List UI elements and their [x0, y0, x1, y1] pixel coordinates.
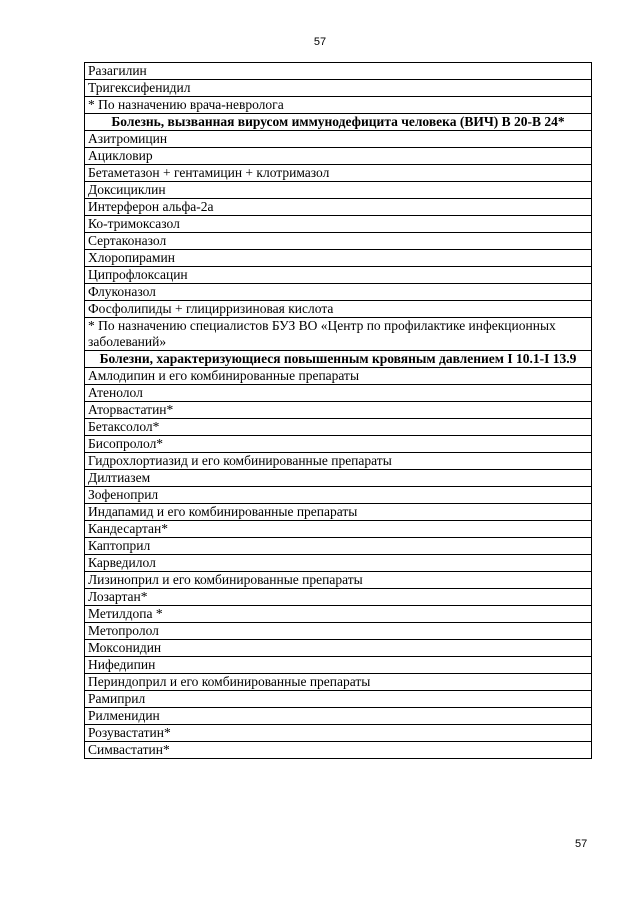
table-row	[85, 301, 592, 318]
medication-name: Лизиноприл и его комбинированные препараты	[85, 572, 592, 589]
table-row	[85, 97, 592, 114]
medication-name: Моксонидин	[85, 640, 592, 657]
medication-name: Амлодипин и его комбинированные препараты	[85, 368, 592, 385]
medication-name: Доксициклин	[85, 182, 592, 199]
table-row	[85, 63, 592, 80]
medication-name: Ацикловир	[85, 148, 592, 165]
medication-name: Разагилин	[85, 63, 592, 80]
medication-name: Симвастатин*	[85, 742, 592, 759]
table-row	[85, 555, 592, 572]
medication-name: * По назначению специалистов БУЗ ВО «Центр по профилактике инфекционных заболеваний»	[85, 318, 592, 351]
table-row	[85, 504, 592, 521]
medication-name: Метилдопа *	[85, 606, 592, 623]
medication-name: Кандесартан*	[85, 521, 592, 538]
medication-name: Ко-тримоксазол	[85, 216, 592, 233]
medication-name: Индапамид и его комбинированные препараты	[85, 504, 592, 521]
table-row	[85, 165, 592, 182]
medication-name: Флуконазол	[85, 284, 592, 301]
medication-name: Азитромицин	[85, 131, 592, 148]
medication-name: Метопролол	[85, 623, 592, 640]
table-row	[85, 538, 592, 555]
table-row	[85, 436, 592, 453]
table-row	[85, 80, 592, 97]
table-row	[85, 470, 592, 487]
table-row	[85, 284, 592, 301]
medication-name: Лозартан*	[85, 589, 592, 606]
medication-name: Периндоприл и его комбинированные препараты	[85, 674, 592, 691]
table-row	[85, 148, 592, 165]
medication-name: Хлоропирамин	[85, 250, 592, 267]
table-row	[85, 131, 592, 148]
table-row	[85, 216, 592, 233]
section-heading: Болезнь, вызванная вирусом иммунодефицита человека (ВИЧ) В 20-В 24*	[85, 114, 592, 131]
medication-name: Зофеноприл	[85, 487, 592, 504]
medication-name: Каптоприл	[85, 538, 592, 555]
medication-name: Карведилол	[85, 555, 592, 572]
medication-name: * По назначению врача-невролога	[85, 97, 592, 114]
table-row	[85, 725, 592, 742]
medication-name: Ципрофлоксацин	[85, 267, 592, 284]
table-row	[85, 182, 592, 199]
table-row	[85, 674, 592, 691]
table-row	[85, 708, 592, 725]
section-heading: Болезни, характеризующиеся повышенным кровяным давлением I 10.1-I 13.9	[85, 351, 592, 368]
table-row	[85, 250, 592, 267]
table-row	[85, 657, 592, 674]
table-row	[85, 233, 592, 250]
table-row	[85, 199, 592, 216]
table-row	[85, 267, 592, 284]
medication-table	[84, 62, 592, 759]
medication-name: Рилменидин	[85, 708, 592, 725]
medication-name: Тригексифенидил	[85, 80, 592, 97]
medication-name: Гидрохлортиазид и его комбинированные препараты	[85, 453, 592, 470]
medication-name: Сертаконазол	[85, 233, 592, 250]
medication-name: Фосфолипиды + глицирризиновая кислота	[85, 301, 592, 318]
table-row	[85, 318, 592, 351]
table-row	[85, 623, 592, 640]
table-row	[85, 402, 592, 419]
table-row	[85, 742, 592, 759]
medication-name: Бетаметазон + гентамицин + клотримазол	[85, 165, 592, 182]
medication-name: Интерферон альфа-2а	[85, 199, 592, 216]
table-row	[85, 368, 592, 385]
medication-name: Рамиприл	[85, 691, 592, 708]
section-heading-row	[85, 114, 592, 131]
table-row	[85, 453, 592, 470]
table-row	[85, 691, 592, 708]
table-row	[85, 606, 592, 623]
medication-name: Бетаксолол*	[85, 419, 592, 436]
medication-name: Бисопролол*	[85, 436, 592, 453]
page-number-top: 57	[313, 36, 327, 48]
table-row	[85, 521, 592, 538]
medication-name: Розувастатин*	[85, 725, 592, 742]
table-row	[85, 589, 592, 606]
medication-name: Аторвастатин*	[85, 402, 592, 419]
medication-name: Дилтиазем	[85, 470, 592, 487]
medication-table-body	[85, 63, 592, 759]
medication-name: Атенолол	[85, 385, 592, 402]
section-heading-row	[85, 351, 592, 368]
table-row	[85, 419, 592, 436]
page-number-bottom: 57	[575, 838, 588, 850]
table-row	[85, 640, 592, 657]
table-row	[85, 572, 592, 589]
table-row	[85, 487, 592, 504]
medication-name: Нифедипин	[85, 657, 592, 674]
table-row	[85, 385, 592, 402]
